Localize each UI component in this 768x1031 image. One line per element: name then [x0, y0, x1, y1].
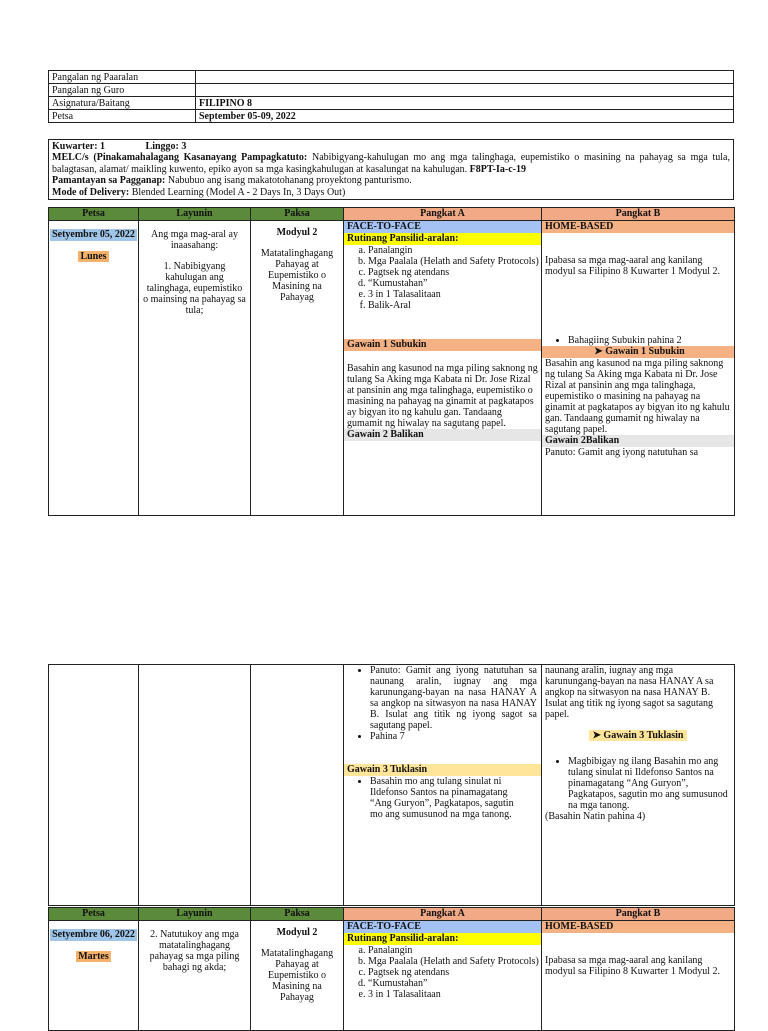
list-item: d. “Kumustahan” — [368, 978, 541, 989]
day1-a-routine: Rutinang Pansilid-aralan: — [344, 233, 541, 245]
day2-table — [48, 907, 735, 1031]
day2-a-face: FACE-TO-FACE — [344, 921, 541, 933]
list-item: • Basahin mo ang tulang sinulat ni Ildefonso Santos na pinamagatang “Ang Guryon”, Pagkatapos, sagutin mo ang sumusunod na mga tanong. — [370, 776, 521, 820]
subject-value: FILIPINO 8 — [196, 97, 734, 110]
day2-pangkat-a-cell — [344, 921, 542, 1031]
list-item: d. “Kumustahan” — [368, 278, 541, 289]
day1-b-gawain1-text: Basahin ang kasunod na mga piling saknong ng tulang Sa Aking mga Kabata ni Dr. Jose Rizal at pansinin ang mga talinghaga, eupemistiko o masining na pahayag na ginamit at pagkatapos ay bigyan ito ng kahulu gan. Tandaang gumamit ng hiwalay na sagutang papel. — [545, 358, 730, 435]
day1-a-face: FACE-TO-FACE — [344, 221, 541, 233]
day1-table — [48, 207, 735, 516]
day2-topic-cell — [251, 921, 344, 1031]
date-label: Petsa — [49, 110, 196, 123]
cont-a-list — [344, 665, 541, 742]
day1-b-panuto: Panuto: Gamit ang iyong natutuhan sa — [545, 447, 699, 458]
day1-b-intro: Ipabasa sa mga mag-aaral ang kanilang modyul sa Filipino 8 Kuwarter 1 Modyul 2. — [545, 255, 720, 277]
day2-date-cell — [49, 921, 139, 1031]
delivery-text: Blended Learning (Model A - 2 Days In, 3 Days Out) — [129, 186, 346, 198]
list-item: a. Panalangin — [368, 245, 541, 256]
cont-date-cell — [49, 665, 139, 906]
col-pangkat-b: Pangkat B — [542, 908, 735, 921]
col-layunin: Layunin — [139, 208, 251, 221]
melc-text: Nabibigyang-kahulugan mo ang mga talinghaga, eupemistiko o masining na pahayag sa mga tula, balagtasan, alamat/ maikling kuwento, epiko ayon sa mga kasingkahulugan at kasalungat na kahulugan. — [52, 152, 730, 175]
col-layunin: Layunin — [139, 908, 251, 921]
day2-row — [49, 921, 735, 1031]
continuation-table — [48, 664, 735, 906]
day1-b-home: HOME-BASED — [542, 221, 734, 233]
column-header-row-2 — [49, 908, 735, 921]
list-item: e. 3 in 1 Talasalitaan — [368, 289, 541, 300]
cont-pangkat-b-cell — [542, 665, 735, 906]
week: Linggo: 3 — [145, 141, 187, 152]
day1-a-gawain1: Gawain 1 Subukin — [344, 339, 541, 351]
cont-b-ref: (Basahin Natin pahina 4) — [545, 811, 646, 822]
list-item: e. 3 in 1 Talasalitaan — [368, 989, 541, 1000]
list-item: • Bahagiing Subukin pahina 2 — [568, 335, 734, 346]
day1-objective-cell — [139, 221, 251, 516]
day1-a-routine-list — [344, 245, 541, 311]
cont-b-gawain3-label: Gawain 3 Tuklasin — [603, 730, 684, 741]
subject-label: Asignatura/Baitang — [49, 97, 196, 110]
day2-pangkat-b-cell — [542, 921, 735, 1031]
quarter: Kuwarter: 1 — [52, 141, 106, 152]
day1-module: Modyul 2 — [276, 227, 318, 238]
teacher-label: Pangalan ng Guro — [49, 84, 196, 97]
day1-pangkat-a-cell — [344, 221, 542, 516]
list-item: b. Mga Paalala (Helath and Safety Protocols) — [368, 256, 541, 267]
day2-a-routine-list — [344, 945, 541, 1000]
day1-a-gawain2: Gawain 2 Balikan — [344, 429, 541, 441]
col-pangkat-b: Pangkat B — [542, 208, 735, 221]
col-paksa: Paksa — [251, 208, 344, 221]
info-row-subject — [49, 97, 734, 110]
day1-a-gawain1-text: Basahin ang kasunod na mga piling saknong ng tulang Sa Aking mga Kabata ni Dr. Jose Rizal at pansinin ang mga talinghaga, eupemistiko o masining na pahayag na ginamit at pagkatapos ay bigyan ito ng kahulu gan. Tandaang gumamit ng hiwalay na sagutang papel. — [347, 363, 538, 429]
cont-objective-cell — [139, 665, 251, 906]
day1-b-gawain2: Gawain 2Balikan — [542, 435, 734, 447]
day1-day: Lunes — [80, 251, 107, 262]
day2-date: Setyembre 06, 2022 — [52, 929, 135, 940]
column-header-row — [49, 208, 735, 221]
list-item: c. Pagtsek ng atendans — [368, 967, 541, 978]
day2-b-intro: Ipabasa sa mga mag-aaral ang kanilang modyul sa Filipino 8 Kuwarter 1 Modyul 2. — [545, 955, 720, 977]
col-pangkat-a: Pangkat A — [344, 908, 542, 921]
day1-topic: Matatalinghagang Pahayag at Eupemistiko o Masining na Pahayag — [260, 248, 334, 303]
list-item: f. Balik-Aral — [368, 300, 541, 311]
info-row-teacher — [49, 84, 734, 97]
day1-b-gawain1: ➤ Gawain 1 Subukin — [542, 346, 734, 358]
day1-b-gawain1-label: Gawain 1 Subukin — [605, 346, 685, 357]
melc-row — [52, 152, 730, 175]
continuation-row — [49, 665, 735, 906]
cont-topic-cell — [251, 665, 344, 906]
col-paksa: Paksa — [251, 908, 344, 921]
day1-pangkat-b-cell — [542, 221, 735, 516]
info-row-school — [49, 71, 734, 84]
day1-date: Setyembre 05, 2022 — [52, 229, 135, 240]
date-value: September 05-09, 2022 — [196, 110, 734, 123]
list-item: • Magbibigay ng ilang Basahin mo ang tulang sinulat ni Ildefonso Santos na pinamagatang “Ang Guryon”, Pagkatapos, sagutin mo ang sumusunod na mga tanong. — [568, 756, 728, 811]
day2-module: Modyul 2 — [276, 927, 318, 938]
day1-topic-cell — [251, 221, 344, 516]
info-table — [48, 70, 734, 123]
day1-objective: 1. Nabibigyang kahulugan ang talinghaga, eupemistiko o mainsing na pahayag sa tula; — [143, 261, 246, 316]
school-label: Pangalan ng Paaralan — [49, 71, 196, 84]
melc-label: MELC/s (Pinakamahalagang Kasanayang Pampagkatuto: — [52, 152, 308, 164]
melc-code: F8PT-Ia-c-19 — [469, 163, 526, 175]
list-item: c. Pagtsek ng atendans — [368, 267, 541, 278]
cont-b-gawain3: ➤ Gawain 3 Tuklasin — [542, 730, 734, 742]
day2-day: Martes — [78, 951, 109, 962]
list-item: • Pahina 7 — [370, 731, 537, 742]
info-row-date — [49, 110, 734, 123]
lesson-header — [48, 139, 734, 200]
cont-a-gawain3-list — [344, 776, 541, 820]
standard-row — [52, 175, 730, 186]
school-value — [196, 71, 734, 84]
list-item: b. Mga Paalala (Helath and Safety Protocols) — [368, 956, 541, 967]
day2-objective: 2. Natutukoy ang mga matatalinghagang pahayag sa mga piling bahagi ng akda; — [149, 929, 240, 973]
day1-date-cell — [49, 221, 139, 516]
delivery-label: Mode of Delivery: — [52, 186, 130, 198]
list-item: a. Panalangin — [368, 945, 541, 956]
cont-b-gawain3-list — [542, 756, 734, 811]
cont-pangkat-a-cell — [344, 665, 542, 906]
day2-objective-cell — [139, 921, 251, 1031]
day1-objective-intro: Ang mga mag-aral ay inaasahang: — [151, 229, 238, 251]
day2-b-home: HOME-BASED — [542, 921, 734, 933]
cont-a-gawain3: Gawain 3 Tuklasin — [344, 764, 541, 776]
col-pangkat-a: Pangkat A — [344, 208, 542, 221]
list-item: • Panuto: Gamit ang iyong natutuhan sa naunang aralin, iugnay ang mga karunungang-bayan na nasa HANAY A sa angkop na sitwasyon na nasa HANAY B. Isulat ang titik ng iyong sagot sa sagutang papel. — [370, 665, 537, 731]
quarter-week-row — [52, 141, 730, 152]
standard-text: Nabubuo ang isang makatotohanang proyektong panturismo. — [165, 175, 412, 187]
cont-b-text: naunang aralin, iugnay ang mga karunungang-bayan na nasa HANAY A sa angkop na sitwasyon na nasa HANAY B. Isulat ang titik ng iyong sagot sa sagutang papel. — [545, 665, 714, 720]
standard-label: Pamantayan sa Pagganap: — [52, 175, 166, 187]
day1-row — [49, 221, 735, 516]
col-petsa: Petsa — [49, 908, 139, 921]
day1-b-bullets — [542, 335, 734, 346]
day2-topic: Matatalinghagang Pahayag at Eupemistiko o Masining na Pahayag — [260, 948, 334, 1003]
teacher-value — [196, 84, 734, 97]
col-petsa: Petsa — [49, 208, 139, 221]
delivery-row — [52, 187, 730, 198]
day2-a-routine: Rutinang Pansilid-aralan: — [344, 933, 541, 945]
